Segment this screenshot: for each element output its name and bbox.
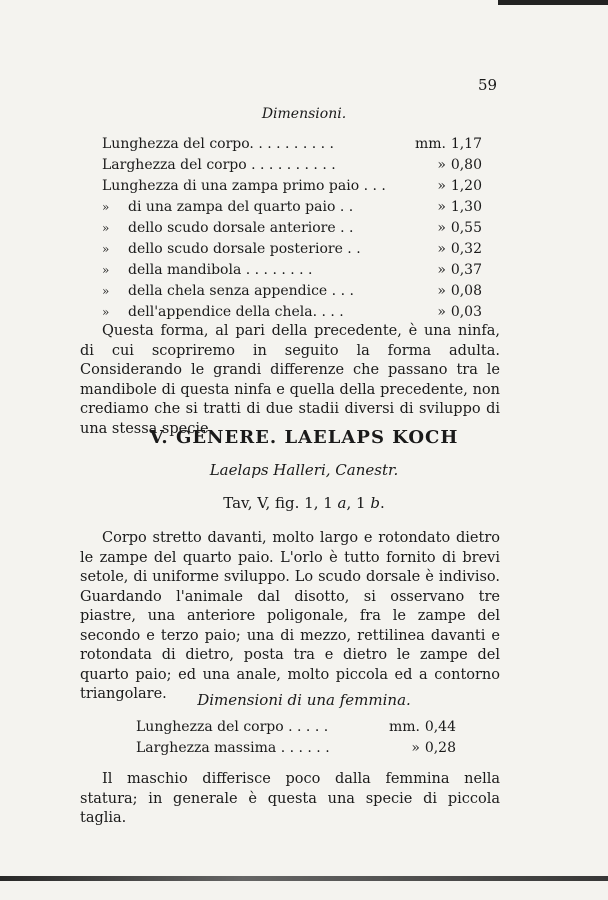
ditto-mark: »	[102, 221, 110, 235]
paragraph-text: Corpo stretto davanti, molto largo e rotondato dietro le zampe del quarto paio. L'orlo è tutto fornito di brevi setole, di uniforme sviluppo. Lo scudo dorsale è indiviso. Guardando l'animale dal disotto, si osservano tre piastre, una anteriore poligonale, fra le zampe del secondo e terzo paio; una di mezzo, rettilinea davanti e rotondata di dietro, posta tra e dietro le zampe del quarto paio; ed una anale, molto piccola ed a contorno triangolare.	[80, 530, 500, 702]
measure-label: Larghezza massima . . . . . .	[136, 740, 330, 756]
measure-value: 1,17	[450, 136, 482, 152]
ditto-mark: »	[102, 263, 110, 277]
plate-ref-suffix: .	[379, 494, 385, 512]
measure-label: dell'appendice della chela. . . .	[128, 304, 344, 320]
measure-value: 0,28	[424, 740, 456, 756]
measure-unit: »	[437, 241, 446, 257]
measure-value: 0,32	[450, 241, 482, 257]
plate-ref-b: b	[370, 494, 380, 512]
measure-label: dello scudo dorsale posteriore . .	[128, 241, 361, 257]
measure-unit: »	[437, 157, 446, 173]
plate-ref-prefix: Tav, V, fig. 1, 1	[223, 494, 338, 512]
dimensions-heading: Dimensioni.	[261, 106, 347, 122]
paragraph-text: Il maschio differisce poco dalla femmina nella statura; in generale è questa una specie di piccola taglia.	[80, 771, 500, 826]
paragraph-male-note	[80, 770, 500, 829]
ditto-mark: »	[102, 284, 110, 298]
measure-unit: »	[437, 304, 446, 320]
measure-unit: »	[437, 178, 446, 194]
measure-label: Larghezza del corpo . . . . . . . . . .	[102, 157, 336, 173]
measure-row	[102, 218, 482, 239]
paragraph-description	[80, 529, 500, 705]
measure-label: dello scudo dorsale anteriore . .	[128, 220, 354, 236]
measurements-table-nymph	[102, 134, 482, 323]
measure-row	[102, 260, 482, 281]
plate-ref-sep: , 1	[346, 494, 371, 512]
measure-row	[102, 134, 482, 155]
ditto-mark: »	[102, 305, 110, 319]
measure-value: 0,03	[450, 304, 482, 320]
top-edge-rule	[498, 0, 608, 5]
measure-value: 0,80	[450, 157, 482, 173]
measure-value: 1,20	[450, 178, 482, 194]
bottom-edge-rule	[0, 876, 608, 881]
measure-unit: mm.	[388, 719, 420, 735]
measure-label: Lunghezza del corpo. . . . . . . . . .	[102, 136, 334, 152]
measure-row	[136, 717, 456, 738]
measure-unit: »	[437, 220, 446, 236]
measure-unit: »	[437, 283, 446, 299]
measure-value: 1,30	[450, 199, 482, 215]
measure-label: della mandibola . . . . . . . .	[128, 262, 313, 278]
plate-reference	[0, 494, 608, 512]
measure-unit: »	[411, 740, 420, 756]
measure-value: 0,55	[450, 220, 482, 236]
measure-value: 0,37	[450, 262, 482, 278]
measure-row	[102, 302, 482, 323]
measure-label: della chela senza appendice . . .	[128, 283, 354, 299]
ditto-mark: »	[102, 242, 110, 256]
measure-value: 0,44	[424, 719, 456, 735]
measure-row	[102, 176, 482, 197]
species-heading: Laelaps Halleri, Canestr.	[209, 461, 399, 479]
plate-ref-a: a	[337, 494, 347, 512]
paragraph-nymph-note	[80, 322, 500, 439]
ditto-mark: »	[102, 200, 110, 214]
measure-unit: »	[437, 262, 446, 278]
measure-row	[102, 155, 482, 176]
measurements-table-female	[136, 717, 456, 759]
page-number: 59	[478, 76, 498, 94]
genus-heading: V. GENERE. LAELAPS KOCH	[149, 427, 459, 448]
measure-label: di una zampa del quarto paio . .	[128, 199, 354, 215]
measure-row	[102, 239, 482, 260]
female-dimensions-heading: Dimensioni di una femmina.	[197, 691, 411, 709]
measure-row	[102, 197, 482, 218]
measure-row	[136, 738, 456, 759]
measure-unit: mm.	[414, 136, 446, 152]
measure-label: Lunghezza di una zampa primo paio . . .	[102, 178, 386, 194]
measure-row	[102, 281, 482, 302]
paragraph-text: Questa forma, al pari della precedente, è una ninfa, di cui scopriremo in seguito la forma adulta. Considerando le grandi differenze che passano tra le mandibole di questa ninfa e quella della precedente, non crediamo che si tratti di due stadii diversi di sviluppo di una stessa specie.	[80, 323, 500, 437]
measure-label: Lunghezza del corpo . . . . .	[136, 719, 329, 735]
measure-unit: »	[437, 199, 446, 215]
measure-value: 0,08	[450, 283, 482, 299]
